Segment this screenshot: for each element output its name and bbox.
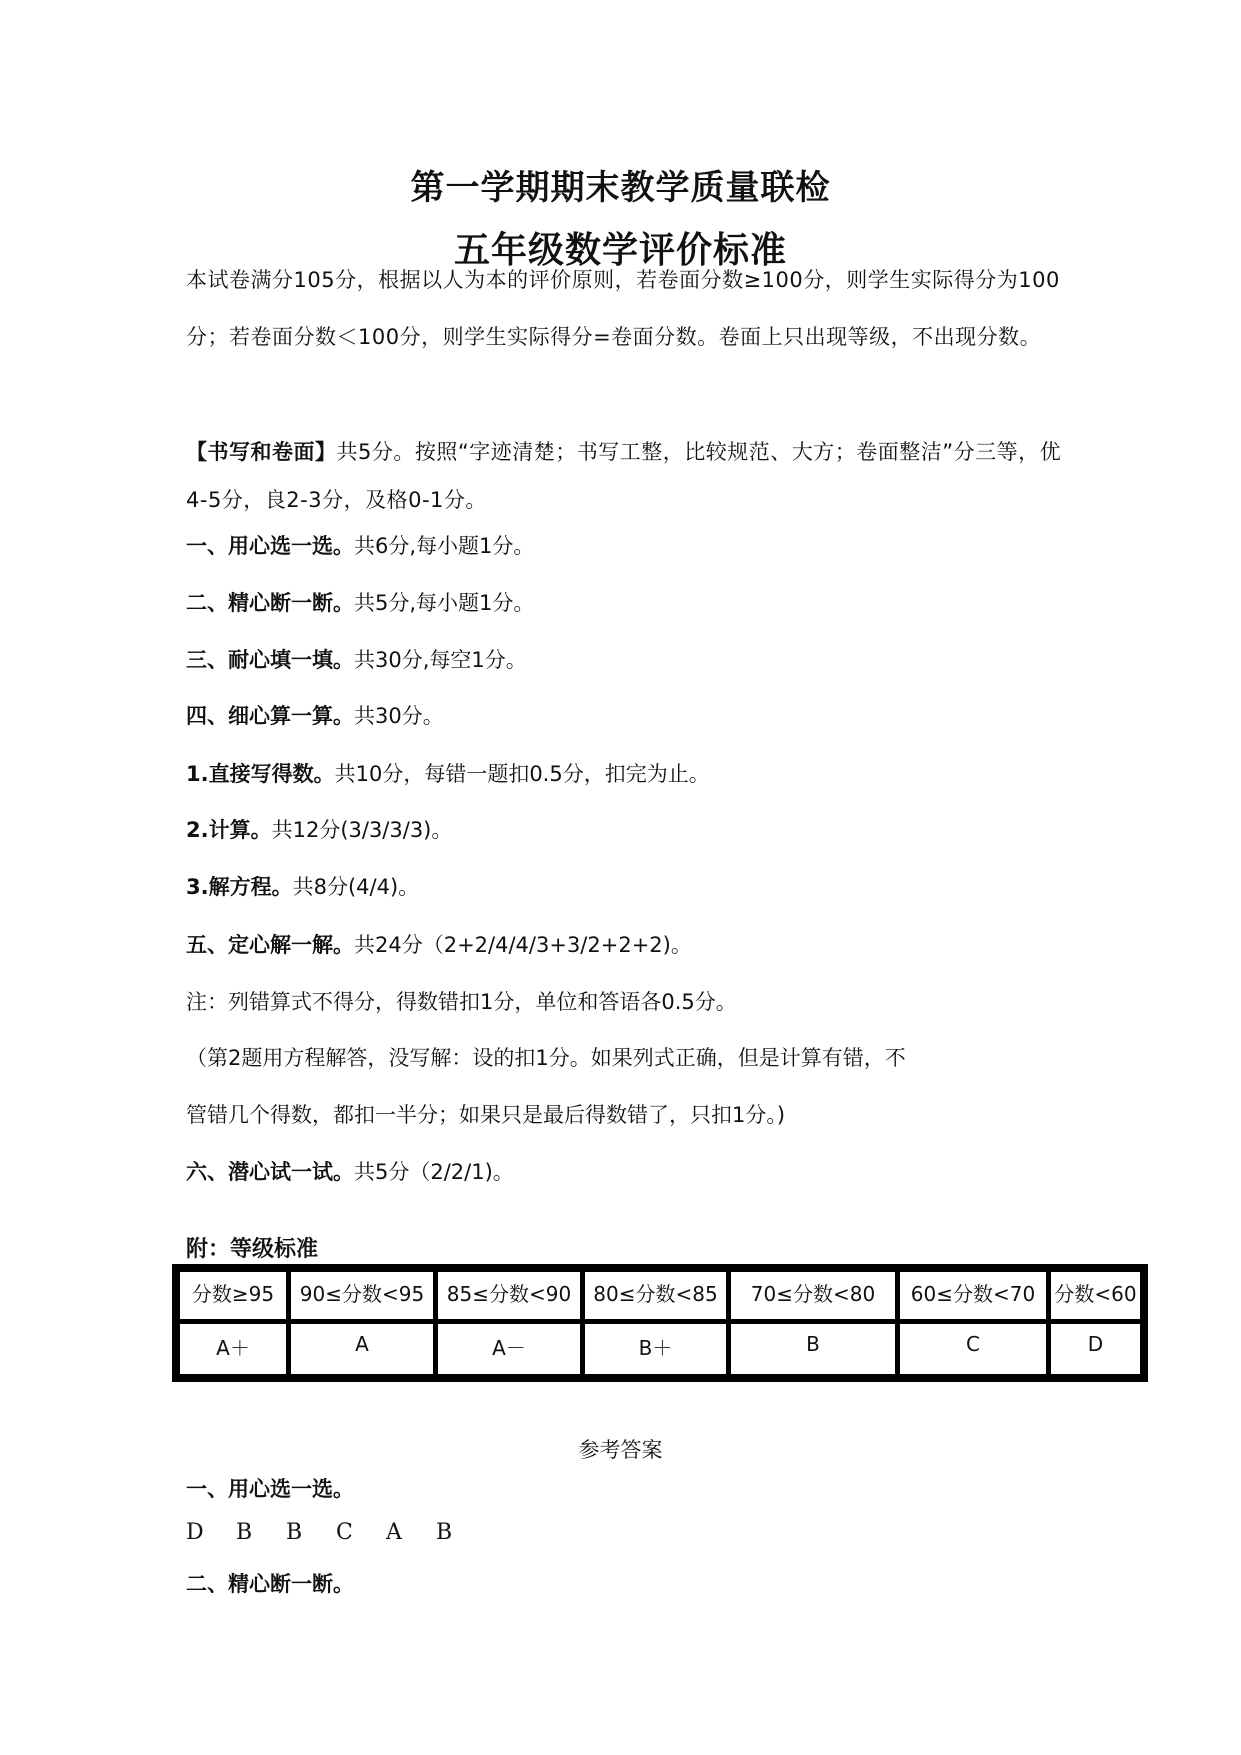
choice-answer: B [236,1520,253,1545]
grade-letter-cell: D [1087,1332,1104,1356]
grade-range-cell: 80≤分数<85 [585,1272,731,1324]
answer-section-1: 一、用心选一选。 [186,1477,354,1501]
choice-answer: C [336,1520,353,1545]
grade-range-cell: 60≤分数<70 [900,1272,1051,1324]
writing-paragraph [186,428,1066,524]
grade-letter-cell: B＋ [585,1324,731,1374]
section-label: 三、耐心填一填。 [186,648,354,672]
section-label: 1.直接写得数。 [186,762,335,786]
grade-letter-cell: A＋ [180,1324,291,1374]
section-4-3 [186,871,419,901]
grade-range-row [180,1272,1140,1324]
grade-letter-cell: B [731,1324,900,1374]
section-text: 共30分,每空1分。 [354,648,527,672]
section-label: 3.解方程。 [186,875,293,899]
note-2-line-1: （第2题用方程解答，没写解：设的扣1分。如果列式正确，但是计算有错，不 [186,1046,906,1070]
section-label: 一、用心选一选。 [186,534,354,558]
grade-range-cell: 分数<60 [1051,1272,1140,1324]
section-label: 四、细心算一算。 [186,704,354,728]
section-text: 共6分,每小题1分。 [354,534,535,558]
section-text: 共5分,每小题1分。 [354,591,535,615]
section-label: 二、精心断一断。 [186,591,354,615]
section-4 [186,700,444,730]
section-label: 2.计算。 [186,818,272,842]
grade-standard-title: 附：等级标准 [186,1237,319,1262]
section-5 [186,929,692,959]
section-1 [186,530,534,560]
grade-range-cell: 90≤分数<95 [291,1272,438,1324]
grade-letter-cell: C [900,1324,1051,1374]
section-4-2 [186,814,452,844]
intro-paragraph: 本试卷满分105分，根据以人为本的评价原则，若卷面分数≥100分，则学生实际得分为100分；若卷面分数＜100分，则学生实际得分=卷面分数。卷面上只出现等级，不出现分数。 [186,268,1060,349]
choice-answer: A [386,1520,402,1545]
grade-letter-cell: A [291,1324,438,1374]
grade-letter-cell: A－ [438,1324,585,1374]
choice-answers [186,1520,486,1545]
section-text: 共10分，每错一题扣0.5分，扣完为止。 [334,762,710,786]
section-2 [186,587,534,617]
section-label: 六、潜心试一试。 [186,1160,354,1184]
grade-table [172,1264,1148,1382]
answers-heading: 参考答案 [578,1438,663,1462]
section-text: 共8分(4/4)。 [292,875,420,899]
section-3 [186,644,527,674]
note-2-line-2: 管错几个得数，都扣一半分；如果只是最后得数错了，只扣1分。) [186,1103,786,1127]
grade-letter-row [180,1324,1140,1374]
section-4-1 [186,758,710,788]
grade-range-cell: 85≤分数<90 [438,1272,585,1324]
section-text: 共24分（2+2/4/4/3+3/2+2+2)。 [354,933,692,957]
section-6 [186,1156,514,1186]
section-text: 共5分（2/2/1)。 [354,1160,514,1184]
choice-answer: D [186,1520,204,1545]
document-title: 第一学期期末教学质量联检 [410,168,831,208]
section-label: 五、定心解一解。 [186,933,354,957]
grade-range-cell: 分数≥95 [180,1272,291,1324]
choice-answer: B [286,1520,303,1545]
note-1: 注：列错算式不得分，得数错扣1分，单位和答语各0.5分。 [186,990,737,1014]
writing-label: 【书写和卷面】 [186,440,337,464]
writing-text: 共5分。按照“字迹清楚；书写工整，比较规范、大方；卷面整洁”分三等，优4-5分，良2-3分，及格0-1分。 [186,440,1062,512]
choice-answer: B [436,1520,453,1545]
grade-range-cell: 70≤分数<80 [731,1272,900,1324]
section-text: 共30分。 [354,704,444,728]
document-subtitle: 五年级数学评价标准 [453,230,787,271]
answer-section-2: 二、精心断一断。 [186,1572,354,1596]
section-text: 共12分(3/3/3/3)。 [271,818,453,842]
